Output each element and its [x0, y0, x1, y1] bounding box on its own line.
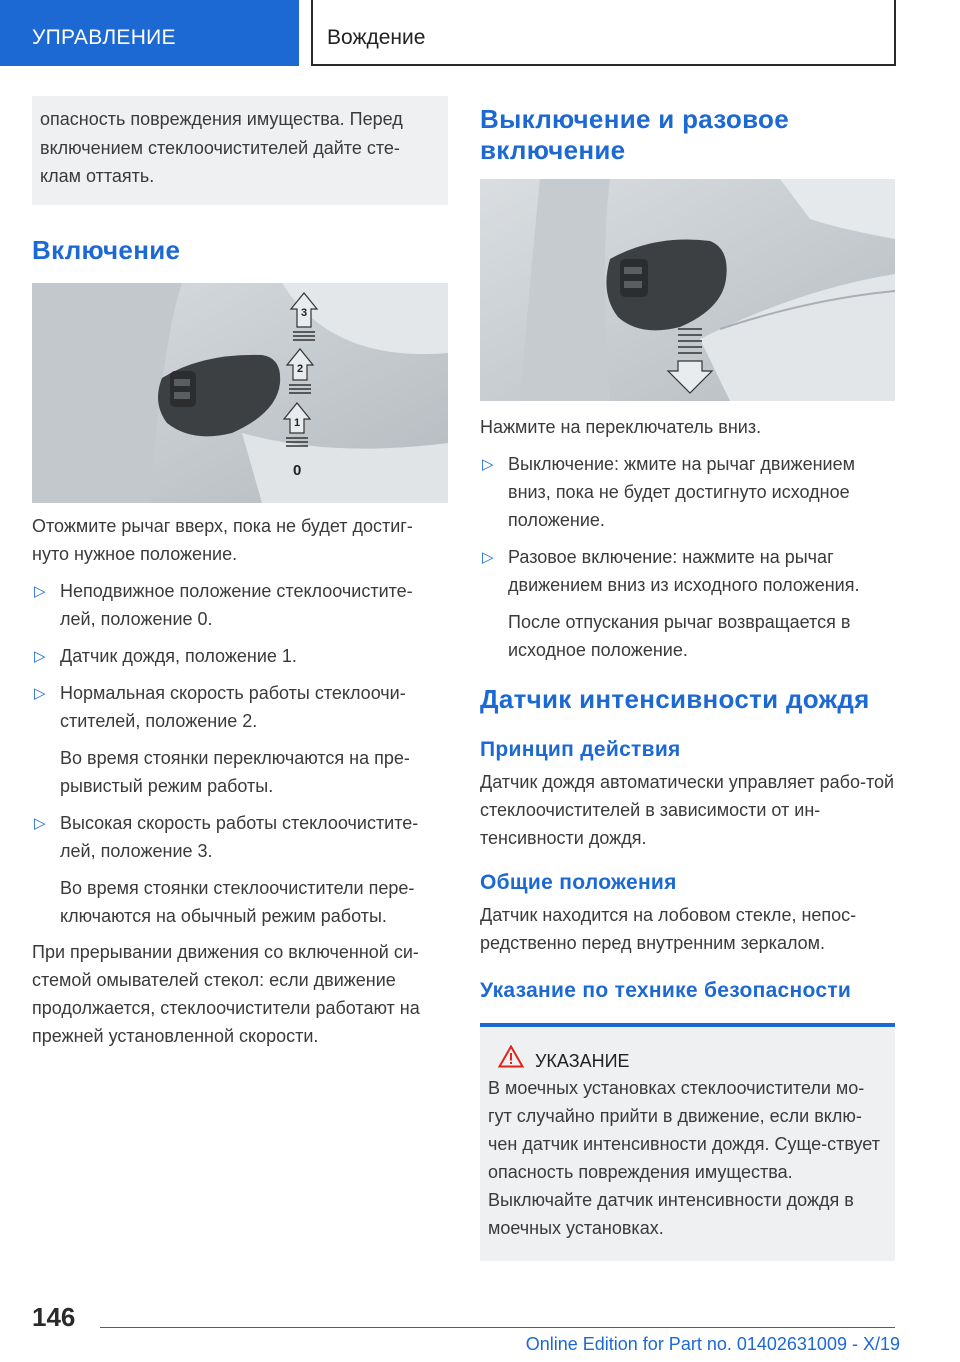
switch-on-positions-list: [32, 577, 448, 930]
list-bullet-icon: ▷: [482, 456, 494, 473]
list-item: ▷ Разовое включение: нажмите на рычаг движением вниз из исходного положения. После отпускания рычаг возвращается в исходное положение.: [480, 543, 895, 664]
wiper-lever-up-figure: [32, 283, 448, 503]
footer-rule: [100, 1327, 895, 1328]
subsection-title: Вождение: [327, 26, 426, 49]
online-edition-link[interactable]: Online Edition for Part no. 01402631009 - X/19: [525, 1334, 900, 1354]
list-bullet-icon: ▷: [34, 684, 46, 702]
list-bullet-icon: ▷: [482, 549, 494, 566]
notice-text: В моечных установках стеклоочистители мо-гут случайно прийти в движение, если вклю-чен датчик интенсивности дождя. Суще-ствует опасность повреждения имущества. Выключайте датчик интенсивности дождя в моечных установках.: [488, 1078, 880, 1238]
list-item-note: После отпускания рычаг возвращается в исходное положение.: [508, 612, 851, 660]
list-bullet-icon: ▷: [34, 814, 46, 832]
subheading-principle: Принцип действия: [480, 738, 681, 761]
list-item: ▷ Неподвижное положение стеклоочистите-лей, положение 0.: [32, 577, 448, 633]
list-item: ▷ Выключение: жмите на рычаг движением вниз, пока не будет достигнуто исходное положение.: [480, 450, 895, 534]
position-label-1: 1: [293, 416, 301, 429]
switch-on-closing-paragraph: При прерывании движения со включенной си-стемой омывателей стекол: если движение продолжается, стеклоочистители работают на прежней установленной скорости.: [32, 941, 420, 1046]
warning-continuation-box: [32, 96, 448, 205]
switch-off-intro: Нажмите на переключатель вниз.: [480, 417, 762, 437]
switch-off-list: [480, 450, 895, 664]
page-number: 146: [32, 1302, 76, 1332]
list-item: ▷ Датчик дождя, положение 1.: [32, 642, 448, 670]
subheading-safety: Указание по технике безопасности: [480, 979, 852, 1002]
position-label-3: 3: [300, 306, 308, 319]
section-heading-switch-on: Включение: [32, 234, 181, 265]
position-label-0: 0: [293, 461, 302, 479]
list-bullet-icon: ▷: [34, 582, 46, 600]
chapter-title: УПРАВЛЕНИЕ: [32, 26, 176, 49]
list-item: ▷ Нормальная скорость работы стеклоочи-стителей, положение 2. Во время стоянки переключаются на пре-рывистый режим работы.: [32, 679, 448, 800]
section-heading-off-and-single: Выключение и разовое включение: [480, 104, 789, 165]
subsection-tab: [311, 0, 896, 66]
list-bullet-icon: ▷: [34, 647, 46, 665]
wiper-lever-down-figure: [480, 179, 895, 401]
notice-box: [480, 1027, 895, 1261]
notice-header: [488, 1043, 887, 1073]
notice-title: УКАЗАНИЕ: [535, 1051, 630, 1071]
list-item: ▷ Высокая скорость работы стеклоочистите-лей, положение 3. Во время стоянки стеклоочистители пере-ключаются на обычный режим работы.: [32, 809, 448, 930]
position-label-2: 2: [296, 362, 304, 375]
switch-on-intro: Отожмите рычаг вверх, пока не будет достиг-нуто нужное положение.: [32, 515, 413, 564]
warning-continuation-text: опасность повреждения имущества. Перед включением стеклоочистителей дайте сте-клам оттаять.: [40, 109, 403, 186]
chapter-tab[interactable]: [0, 0, 299, 66]
right-column: [480, 96, 895, 1261]
warning-triangle-icon: [498, 1045, 524, 1068]
section-heading-rain-sensor: Датчик интенсивности дождя: [480, 684, 870, 714]
left-column: [32, 96, 448, 1050]
subheading-general: Общие положения: [480, 871, 677, 894]
list-item-note: Во время стоянки стеклоочистители пере-ключаются на обычный режим работы.: [60, 877, 415, 926]
general-text: Датчик находится на лобовом стекле, непос-редственно перед внутренним зеркалом.: [480, 905, 857, 953]
principle-text: Датчик дождя автоматически управляет рабо-той стеклоочистителей в зависимости от ин-тенсивности дождя.: [480, 772, 895, 848]
list-item-note: Во время стоянки переключаются на пре-рывистый режим работы.: [60, 747, 410, 796]
